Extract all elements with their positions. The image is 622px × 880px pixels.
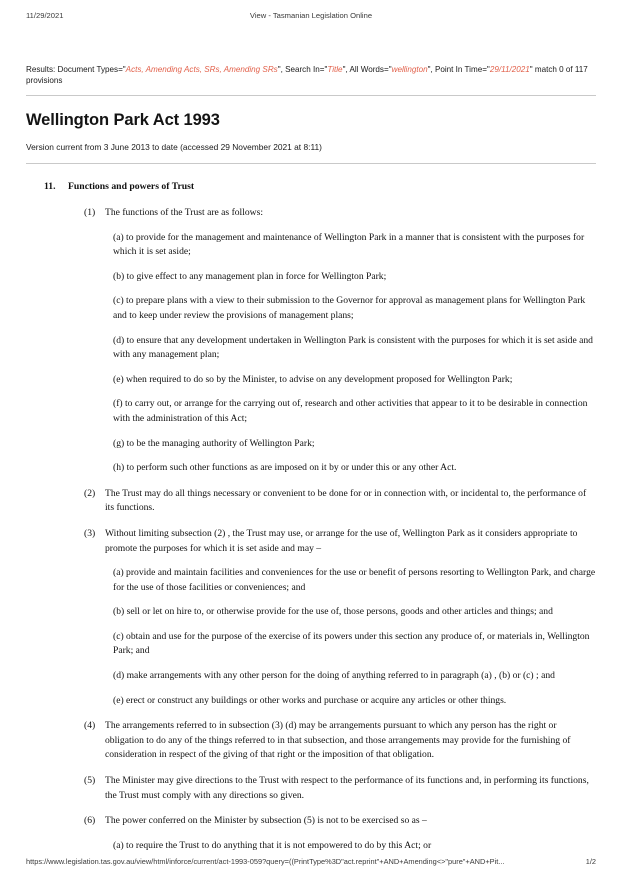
print-footer	[0, 857, 622, 870]
subsection	[26, 487, 596, 516]
paragraph: (a) to provide for the management and maintenance of Wellington Park in a manner that is consistent with the purposes for which it is set aside;	[113, 231, 585, 258]
print-header-title: View - Tasmanian Legislation Online	[249, 11, 373, 20]
print-header	[0, 11, 622, 25]
subsection	[26, 774, 596, 803]
paragraph: (c) to prepare plans with a view to their submission to the Governor for approval as management plans for Wellington Park and to keep under review the provisions of management plans;	[113, 295, 586, 321]
subsection-text: The Minister may give directions to the Trust with respect to the performance of its functions and, in performing its functions, the Trust must comply with any directions so given.	[105, 775, 589, 801]
subsection-text: Without limiting subsection (2) , the Trust may use, or arrange for the use of, Wellington Park as it considers appropriate to promote the purposes for which it is set aside and may –	[105, 527, 578, 554]
provision-list	[26, 206, 596, 853]
subsection-text: The Trust may do all things necessary or convenient to be done for or in connection with, or incidental to, the performance of its functions.	[105, 487, 587, 514]
divider-below-version	[26, 163, 596, 164]
provisions-body	[26, 180, 596, 853]
print-footer-page-number: 1/2	[585, 857, 596, 866]
results-mid1: ", Search In="	[277, 65, 328, 74]
paragraph: (d) to ensure that any development undertaken in Wellington Park is consistent with the purposes for which it is set aside and with any management plan;	[113, 334, 593, 361]
results-mid2: ", All Words="	[342, 65, 392, 74]
results-mid3: ", Point In Time="	[427, 65, 490, 74]
paragraph: (c) obtain and use for the purpose of the exercise of its powers under this section any produce of, or materials in, Wellington Park; and	[113, 630, 590, 657]
subsection-number: (3)	[84, 527, 96, 539]
subsection-text: The functions of the Trust are as follows:	[105, 207, 264, 218]
results-document-types: Acts, Amending Acts, SRs, Amending SRs	[125, 65, 278, 74]
paragraph: (f) to carry out, or arrange for the carrying out of, research and other activities that appear to it to be desirable in connection with the administration of this Act;	[113, 398, 588, 424]
paragraph: (e) when required to do so by the Minister, to advise on any development proposed for Wellington Park;	[113, 373, 513, 385]
print-header-date: 11/29/2021	[26, 11, 64, 20]
subsection-number: (2)	[84, 487, 96, 499]
paragraph: (a) provide and maintain facilities and conveniences for the use or benefit of persons resorting to Wellington Park, and charge for the use of those facilities or conveniences; and	[113, 567, 596, 593]
subsection-number: (1)	[84, 207, 96, 218]
results-search-in: Title	[327, 65, 343, 74]
paragraph: (b) to give effect to any management plan in force for Wellington Park;	[113, 270, 387, 282]
print-footer-url: https://www.legislation.tas.gov.au/view/html/inforce/current/act-1993-059?query=((PrintType%3D"act.reprint"+AND+Amending<>"pure"+AND+Pit...	[26, 857, 505, 866]
act-version-note: Version current from 3 June 2013 to date (accessed 29 November 2021 at 8:11)	[26, 142, 322, 153]
subsection-number: (6)	[84, 815, 96, 827]
results-suffix: " match 0 of 117 provisions	[26, 65, 588, 86]
paragraph: (d) make arrangements with any other person for the doing of anything referred to in paragraph (a) , (b) or (c) ; and	[113, 670, 555, 682]
paragraph: (b) sell or let on hire to, or otherwise provide for the use of, those persons, goods and other articles and things; and	[113, 606, 553, 618]
subsection	[26, 206, 596, 221]
subsection	[26, 527, 596, 556]
act-title: Wellington Park Act 1993	[26, 111, 220, 130]
paragraph: (h) to perform such other functions as are imposed on it by or under this or any other Act.	[113, 462, 457, 474]
results-point-in-time: 29/11/2021	[489, 65, 530, 74]
section-number: 11.	[44, 181, 56, 193]
subsection-text: The arrangements referred to in subsection (3) (d) may be arrangements pursuant to which any person has the right or obligation to do any of the things referred to in that subsection, and those arrangements may provide for the furnishing of consideration in respect of the giving of that right or the imposition of that obligation.	[105, 720, 571, 761]
subsection-text: The power conferred on the Minister by subsection (5) is not to be exercised so as –	[105, 815, 427, 827]
results-prefix: Results: Document Types="	[26, 65, 126, 74]
subsection-number: (5)	[84, 775, 96, 787]
paragraph: (g) to be the managing authority of Wellington Park;	[113, 437, 315, 449]
section-heading	[26, 180, 596, 195]
subsection-number: (4)	[84, 720, 96, 732]
subsection	[26, 719, 596, 763]
paragraph: (a) to require the Trust to do anything that it is not empowered to do by this Act; or	[113, 839, 432, 851]
results-all-words: wellington	[391, 65, 428, 74]
divider-above-title	[26, 95, 596, 96]
document-content	[26, 64, 596, 853]
paragraph: (e) erect or construct any buildings or other works and purchase or acquire any articles or other things.	[113, 694, 507, 706]
section-title: Functions and powers of Trust	[68, 181, 195, 193]
search-results-summary	[26, 64, 596, 86]
subsection	[26, 814, 596, 829]
